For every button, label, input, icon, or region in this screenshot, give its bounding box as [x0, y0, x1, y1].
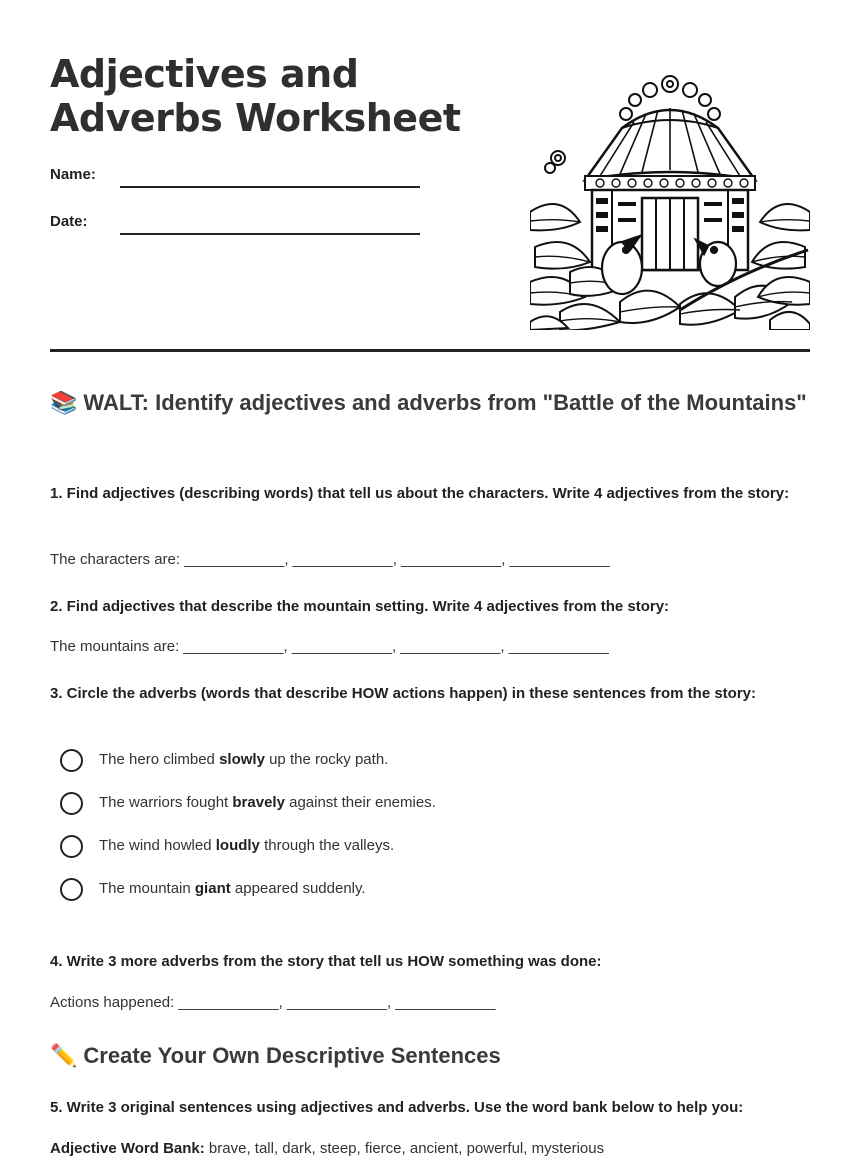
radio-circle[interactable] — [60, 749, 83, 772]
section-heading-text: Create Your Own Descriptive Sentences — [83, 1043, 501, 1068]
answer-line-2[interactable]: The mountains are: ____________, ____________, ____________, ____________ — [50, 638, 609, 655]
walt-heading-text: WALT: Identify adjectives and adverbs from "Battle of the Mountains" — [83, 390, 807, 415]
question-3: 3. Circle the adverbs (words that describe HOW actions happen) in these sentences from the story: — [50, 685, 757, 702]
page-title: Adjectives and Adverbs Worksheet — [50, 52, 461, 140]
header-divider — [50, 349, 810, 352]
option-text: The wind howled loudly through the valleys. — [99, 837, 395, 854]
date-label: Date: — [50, 213, 88, 230]
adverb-word: giant — [194, 880, 231, 897]
question-1: 1. Find adjectives (describing words) that tell us about the characters. Write 4 adjectives from the story: — [50, 485, 790, 502]
name-field[interactable] — [50, 166, 420, 190]
date-line[interactable] — [120, 233, 420, 235]
section-heading — [50, 1037, 810, 1075]
name-label: Name: — [50, 166, 96, 183]
pencil-icon: ✏️ — [50, 1043, 78, 1068]
option-text: The warriors fought bravely against their enemies. — [99, 794, 436, 811]
worksheet-page — [50, 0, 810, 1161]
radio-circle[interactable] — [60, 792, 83, 815]
word-bank-words: brave, tall, dark, steep, fierce, ancient, powerful, mysterious — [204, 1140, 605, 1157]
option-row[interactable] — [60, 790, 760, 816]
question-5: 5. Write 3 original sentences using adjectives and adverbs. Use the word bank below to help you: — [50, 1099, 744, 1116]
question-2: 2. Find adjectives that describe the mountain setting. Write 4 adjectives from the story: — [50, 598, 670, 615]
adverb-word: bravely — [232, 794, 285, 811]
answer-line-1[interactable]: The characters are: ____________, ____________, ____________, ____________ — [50, 551, 610, 568]
word-bank-label: Adjective Word Bank: — [50, 1140, 205, 1157]
radio-circle[interactable] — [60, 835, 83, 858]
adverb-word: slowly — [219, 751, 265, 768]
option-text: The mountain giant appeared suddenly. — [99, 880, 366, 897]
option-row[interactable] — [60, 747, 760, 773]
radio-circle[interactable] — [60, 878, 83, 901]
hut-in-jungle-illustration — [530, 72, 810, 330]
walt-heading — [50, 384, 810, 422]
word-bank — [50, 1138, 810, 1160]
books-icon: 📚 — [50, 390, 78, 415]
option-row[interactable] — [60, 876, 760, 902]
answer-line-4[interactable]: Actions happened: ____________, ____________, ____________ — [50, 994, 496, 1011]
question-4: 4. Write 3 more adverbs from the story that tell us HOW something was done: — [50, 953, 602, 970]
adverb-word: loudly — [215, 837, 260, 854]
option-text: The hero climbed slowly up the rocky path. — [99, 751, 389, 768]
date-field[interactable] — [50, 213, 420, 237]
name-line[interactable] — [120, 186, 420, 188]
option-row[interactable] — [60, 833, 760, 859]
